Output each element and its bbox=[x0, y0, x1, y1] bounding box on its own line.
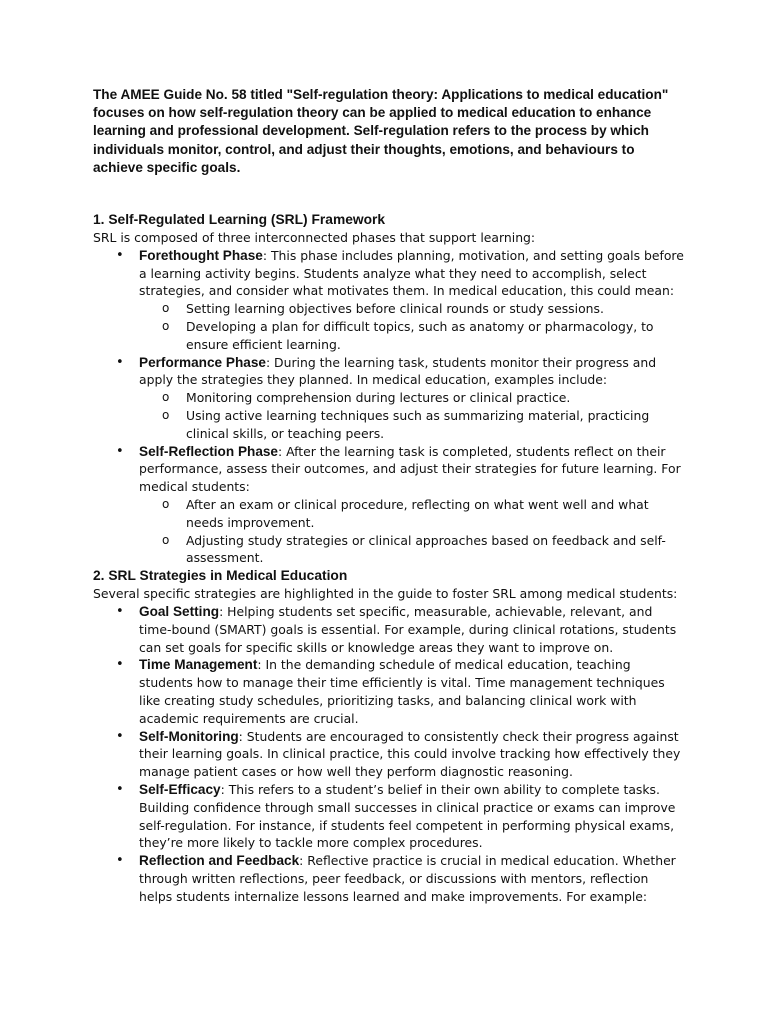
bullet-text: : Reflective practice is crucial in medical education. Whether through written reflections, peer feedback, or discussions with mentors, reflection helps students internalize lessons learned and make improvements. For example: bbox=[139, 853, 676, 904]
bullet-icon: • bbox=[116, 728, 124, 744]
sub-item bbox=[139, 300, 685, 318]
bullet-term: Time Management bbox=[139, 657, 258, 673]
bullet-item bbox=[93, 603, 685, 656]
bullet-icon: • bbox=[116, 603, 124, 619]
bullet-icon: • bbox=[116, 443, 124, 459]
bullet-term: Goal Setting bbox=[139, 603, 220, 619]
sub-list bbox=[139, 389, 685, 442]
intro-paragraph: The AMEE Guide No. 58 titled "Self-regulation theory: Applications to medical education" focuses on how self-regulation theory can be applied to medical education to enhance learning and professional development. Self-regulation refers to the process by which individuals monitor, control, and adjust their thoughts, emotions, and behaviours to achieve specific goals. bbox=[93, 87, 669, 175]
sub-list bbox=[139, 496, 685, 567]
bullet-item bbox=[93, 443, 685, 568]
bullet-icon: • bbox=[116, 657, 124, 673]
sub-item bbox=[139, 318, 685, 354]
bullet-text: : Students are encouraged to consistently check their progress against their learning goals. In clinical practice, this could involve tracking how effectively they manage patient cases or how well they perform diagnostic reasoning. bbox=[139, 728, 681, 780]
bullet-item bbox=[93, 781, 685, 852]
bullet-term: Self-Efficacy bbox=[139, 781, 221, 797]
bullet-term: Self-Monitoring bbox=[139, 728, 239, 744]
circle-bullet-icon: o bbox=[162, 496, 170, 511]
bullet-item bbox=[93, 354, 685, 443]
bullet-list bbox=[93, 247, 685, 567]
sub-item bbox=[139, 389, 685, 407]
section-heading: 1. Self-Regulated Learning (SRL) Framework bbox=[93, 212, 386, 228]
bullet-text: : After the learning task is completed, students reflect on their performance, assess their outcomes, and adjust their strategies for future learning. For medical students: bbox=[139, 443, 681, 495]
bullet-icon: • bbox=[116, 354, 124, 370]
circle-bullet-icon: o bbox=[162, 407, 170, 422]
bullet-icon: • bbox=[116, 853, 124, 869]
sub-item-text: Setting learning objectives before clinical rounds or study sessions. bbox=[186, 301, 604, 317]
document-page bbox=[93, 86, 685, 906]
circle-bullet-icon: o bbox=[162, 301, 170, 316]
bullet-term: Self-Reflection Phase bbox=[139, 443, 278, 459]
sub-item-text: Developing a plan for difficult topics, such as anatomy or pharmacology, to ensure efficient learning. bbox=[186, 319, 654, 352]
bullet-text: : This phase includes planning, motivation, and setting goals before a learning activity begins. Students analyze what they need to accomplish, select strategies, and consider what motivates them. In medical education, this could mean: bbox=[139, 247, 684, 299]
circle-bullet-icon: o bbox=[162, 532, 170, 547]
circle-bullet-icon: o bbox=[162, 319, 170, 333]
section-lead: Several specific strategies are highlighted in the guide to foster SRL among medical students: bbox=[93, 586, 678, 602]
sub-item-text: After an exam or clinical procedure, reflecting on what went well and what needs improvement. bbox=[186, 496, 649, 530]
bullet-item bbox=[93, 728, 685, 781]
bullet-text: : Helping students set specific, measurable, achievable, relevant, and time-bound (SMART) goals is essential. For example, during clinical rotations, students can set goals for specific skills or knowledge areas they want to improve on. bbox=[139, 603, 677, 655]
bullet-icon: • bbox=[116, 781, 124, 797]
circle-bullet-icon: o bbox=[162, 390, 170, 405]
bullet-term: Reflection and Feedback bbox=[139, 853, 300, 869]
bullet-icon: • bbox=[116, 247, 124, 263]
sub-item bbox=[139, 496, 685, 532]
sub-item-text: Adjusting study strategies or clinical approaches based on feedback and self-assessment. bbox=[186, 532, 666, 566]
sub-item bbox=[139, 532, 685, 568]
bullet-list bbox=[93, 603, 685, 906]
bullet-term: Forethought Phase bbox=[139, 247, 263, 263]
section-lead: SRL is composed of three interconnected phases that support learning: bbox=[93, 230, 536, 246]
sub-item-text: Using active learning techniques such as summarizing material, practicing clinical skills, or teaching peers. bbox=[186, 407, 650, 441]
bullet-item bbox=[93, 656, 685, 727]
sub-item-text: Monitoring comprehension during lectures or clinical practice. bbox=[186, 390, 571, 406]
bullet-text: : This refers to a student’s belief in their own ability to complete tasks. Building confidence through small successes in clinical practice or exams can improve self-regulation. For instance, if students feel competent in performing physical exams, they’re more likely to tackle more complex procedures. bbox=[139, 781, 676, 851]
bullet-item bbox=[93, 852, 685, 905]
bullet-item bbox=[93, 247, 685, 354]
bullet-text: : During the learning task, students monitor their progress and apply the strategies they planned. In medical education, examples include: bbox=[139, 354, 657, 388]
section-heading: 2. SRL Strategies in Medical Education bbox=[93, 568, 348, 584]
bullet-term: Performance Phase bbox=[139, 354, 266, 370]
sub-list bbox=[139, 300, 685, 353]
section-srl-strategies bbox=[93, 567, 685, 905]
section-srl-framework bbox=[93, 211, 685, 567]
sub-item bbox=[139, 407, 685, 443]
bullet-text: : In the demanding schedule of medical education, teaching students how to manage their time efficiently is vital. Time management techniques like creating study schedules, prioritizing tasks, and balancing clinical work with academic requirements are crucial. bbox=[139, 657, 665, 726]
